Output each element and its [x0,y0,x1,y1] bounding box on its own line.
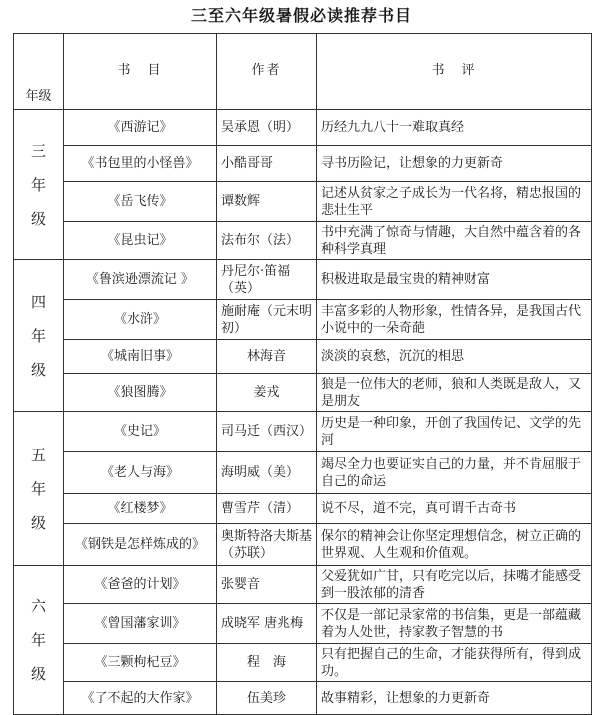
book-review: 狼是一位伟大的老师，狼和人类既是敌人，又是朋友 [317,374,592,412]
book-author: 海明威（美） [217,452,317,494]
book-review: 保尔的精神会让你坚定理想信念，树立正确的世界观、人生观和价值观。 [317,524,592,566]
book-title: 《书包里的小怪兽》 [64,146,217,182]
table-row [14,146,592,182]
book-title: 《狼图腾》 [64,374,217,412]
book-review: 说不尽，道不完，真可谓千古奇书 [317,494,592,524]
book-title: 《史记》 [64,412,217,452]
table-row [14,340,592,374]
book-author: 成晓军 唐兆梅 [217,604,317,644]
book-review: 积极进取是最宝贵的精神财富 [317,260,592,300]
table-row [14,682,592,715]
book-author: 法布尔（法） [217,222,317,260]
book-author: 施耐庵（元末明初） [217,300,317,340]
grade-label-3: 三 年 级 [14,110,64,260]
book-title: 《昆虫记》 [64,222,217,260]
book-author: 丹尼尔·笛福（英） [217,260,317,300]
book-author: 张婴音 [217,566,317,604]
book-review: 丰富多彩的人物形象，性情各异，是我国古代小说中的一朵奇葩 [317,300,592,340]
grade-label-6: 六 年 级 [14,566,64,715]
book-review: 记述从贫家之子成长为一代名将，精忠报国的悲壮生平 [317,182,592,222]
book-review: 父爱犹如广甘，只有吃完以后，抹嘴才能感受到一股浓郁的清香 [317,566,592,604]
book-review: 竭尽全力也要证实自己的力量，并不肯屈服于自己的命运 [317,452,592,494]
book-title: 《红楼梦》 [64,494,217,524]
book-author: 司马迁（西汉） [217,412,317,452]
header-review: 书 评 [317,34,592,110]
table-row [14,566,592,604]
book-review: 历经九九八十一难取真经 [317,110,592,146]
book-author: 姜戎 [217,374,317,412]
book-author: 奥斯特洛夫斯基（苏联） [217,524,317,566]
book-title: 《钢铁是怎样炼成的》 [64,524,217,566]
book-title: 《曾国藩家训》 [64,604,217,644]
table-row [14,260,592,300]
table-row [14,182,592,222]
grade-label-4: 四 年 级 [14,260,64,412]
book-author: 吴承恩（明） [217,110,317,146]
table-row [14,412,592,452]
header-grade: 年级 [14,34,64,110]
table-row [14,604,592,644]
book-review: 不仅是一部记录家常的书信集，更是一部蕴藏着为人处世，持家教子智慧的书 [317,604,592,644]
book-title: 《城南旧事》 [64,340,217,374]
book-title: 《鲁滨逊漂流记 》 [64,260,217,300]
book-title: 《西游记》 [64,110,217,146]
book-review: 历史是一种印象，开创了我国传记、文学的先河 [317,412,592,452]
table-row [14,374,592,412]
table-row [14,524,592,566]
table-header-row [14,34,592,110]
book-author: 曹雪芹（清） [217,494,317,524]
header-author: 作者 [217,34,317,110]
book-review: 只有把握自己的生命，才能获得所有，得到成功。 [317,644,592,682]
book-title: 《岳飞传》 [64,182,217,222]
table-row [14,644,592,682]
book-author: 程 海 [217,644,317,682]
table-row [14,222,592,260]
book-review: 书中充满了惊奇与情趣，大自然中蕴含着的各种科学真理 [317,222,592,260]
book-title: 《了不起的大作家》 [64,682,217,715]
book-title: 《老人与海》 [64,452,217,494]
book-author: 伍美珍 [217,682,317,715]
book-title: 《三颗枸杞豆》 [64,644,217,682]
book-author: 小酷哥哥 [217,146,317,182]
table-row [14,494,592,524]
book-review: 故事精彩，让想象的力更新奇 [317,682,592,715]
table-row [14,452,592,494]
table-row [14,110,592,146]
book-author: 林海音 [217,340,317,374]
header-book: 书 目 [64,34,217,110]
grade-label-5: 五 年 级 [14,412,64,566]
book-title: 《爸爸的计划》 [64,566,217,604]
table-row [14,300,592,340]
book-author: 谭数辉 [217,182,317,222]
page-title: 三至六年级暑假必读推荐书目 [190,6,412,25]
book-review: 寻书历险记，让想象的力更新奇 [317,146,592,182]
book-review: 淡淡的哀愁，沉沉的相思 [317,340,592,374]
book-title: 《水浒》 [64,300,217,340]
reading-list-table [13,33,592,715]
